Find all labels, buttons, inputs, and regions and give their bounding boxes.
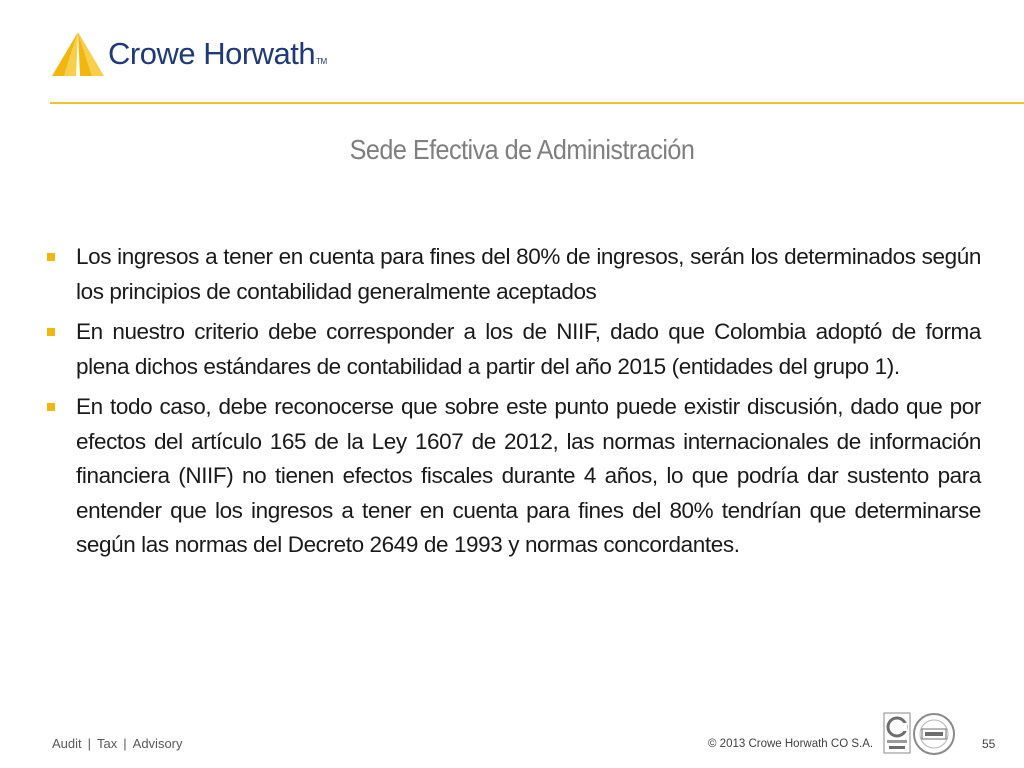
logo-mark-icon	[50, 32, 106, 78]
brand-name: Crowe Horwath	[108, 36, 316, 71]
crowe-horwath-logo	[50, 30, 327, 80]
slide-title: Sede Efectiva de Administración	[349, 134, 695, 165]
brand-trademark: TM	[316, 57, 327, 66]
bullet-square-icon	[47, 403, 55, 411]
page-number: 55	[982, 737, 996, 751]
bullet-square-icon	[47, 253, 55, 261]
bullet-square-icon	[47, 328, 55, 336]
footer-separator: |	[87, 736, 92, 751]
footer-copyright: © 2013 Crowe Horwath CO S.A.	[708, 738, 874, 750]
iqnet-certification-icon	[912, 712, 956, 756]
header-divider	[50, 102, 1024, 104]
iso-certification-icon	[883, 712, 911, 754]
bullet-list	[45, 240, 981, 569]
footer-services	[52, 736, 183, 751]
bullet-item	[45, 240, 981, 309]
bullet-item	[45, 315, 981, 384]
bullet-text: En todo caso, debe reconocerse que sobre este punto puede existir discusión, dado que por efectos del artículo 165 de la Ley 1607 de 2012, las normas internacionales de información financiera (NIIF) no tienen efectos fiscales durante 4 años, lo que podría dar sustento para entender que los ingresos a tener en cuenta para fines del 80% tendrían que determinarse según las normas del Decreto 2649 de 1993 y normas concordantes.	[76, 394, 981, 557]
bullet-text: Los ingresos a tener en cuenta para fines del 80% de ingresos, serán los determinados según los principios de contabilidad generalmente aceptados	[76, 244, 981, 304]
brand-wordmark	[108, 36, 327, 72]
footer-service-audit: Audit	[52, 736, 82, 751]
bullet-text: En nuestro criterio debe corresponder a los de NIIF, dado que Colombia adoptó de forma plena dichos estándares de contabilidad a partir del año 2015 (entidades del grupo 1).	[76, 319, 981, 379]
bullet-item	[45, 390, 981, 563]
footer-service-tax: Tax	[97, 736, 118, 751]
footer-separator: |	[123, 736, 127, 751]
footer-service-advisory: Advisory	[132, 736, 183, 751]
